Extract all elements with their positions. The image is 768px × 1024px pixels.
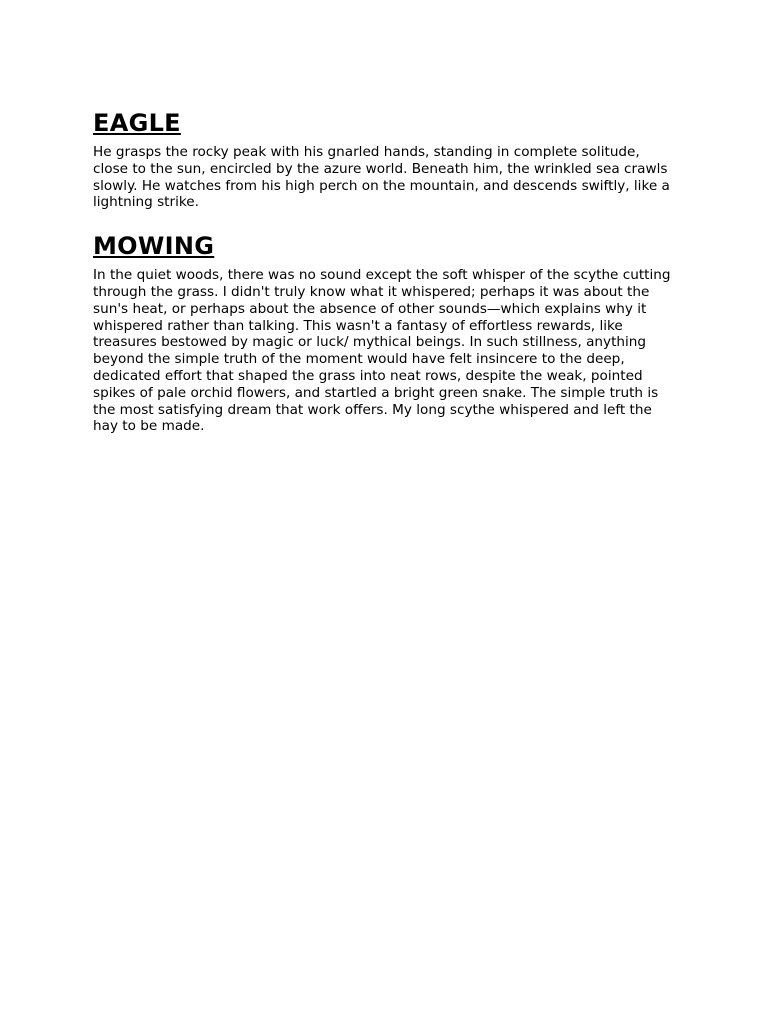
document-page — [93, 108, 673, 435]
section-title: MOWING — [93, 232, 215, 261]
section-title: EAGLE — [93, 109, 181, 137]
section-mowing — [93, 231, 673, 435]
section-eagle — [93, 108, 673, 211]
section-body: He grasps the rocky peak with his gnarled hands, standing in complete solitude, close to the sun, encircled by the azure world. Beneath him, the wrinkled sea crawls slowly. He watches from his high perch on the mountain, and descends swiftly, like a lightning strike. — [93, 144, 670, 211]
section-body: In the quiet woods, there was no sound except the soft whisper of the scythe cutting through the grass. I didn't truly know what it whispered; perhaps it was about the sun's heat, or perhaps about the absence of other sounds—which explains why it whispered rather than talking. This wasn't a fantasy of effortless rewards, like treasures bestowed by magic or luck/ mythical beings. In such stillness, anything beyond the simple truth of the moment would have felt insincere to the deep, dedicated effort that shaped the grass into neat rows, despite the weak, pointed spikes of pale orchid flowers, and startled a bright green snake. The simple truth is the most satisfying dream that work offers. My long scythe whispered and left the hay to be made. — [93, 267, 671, 435]
